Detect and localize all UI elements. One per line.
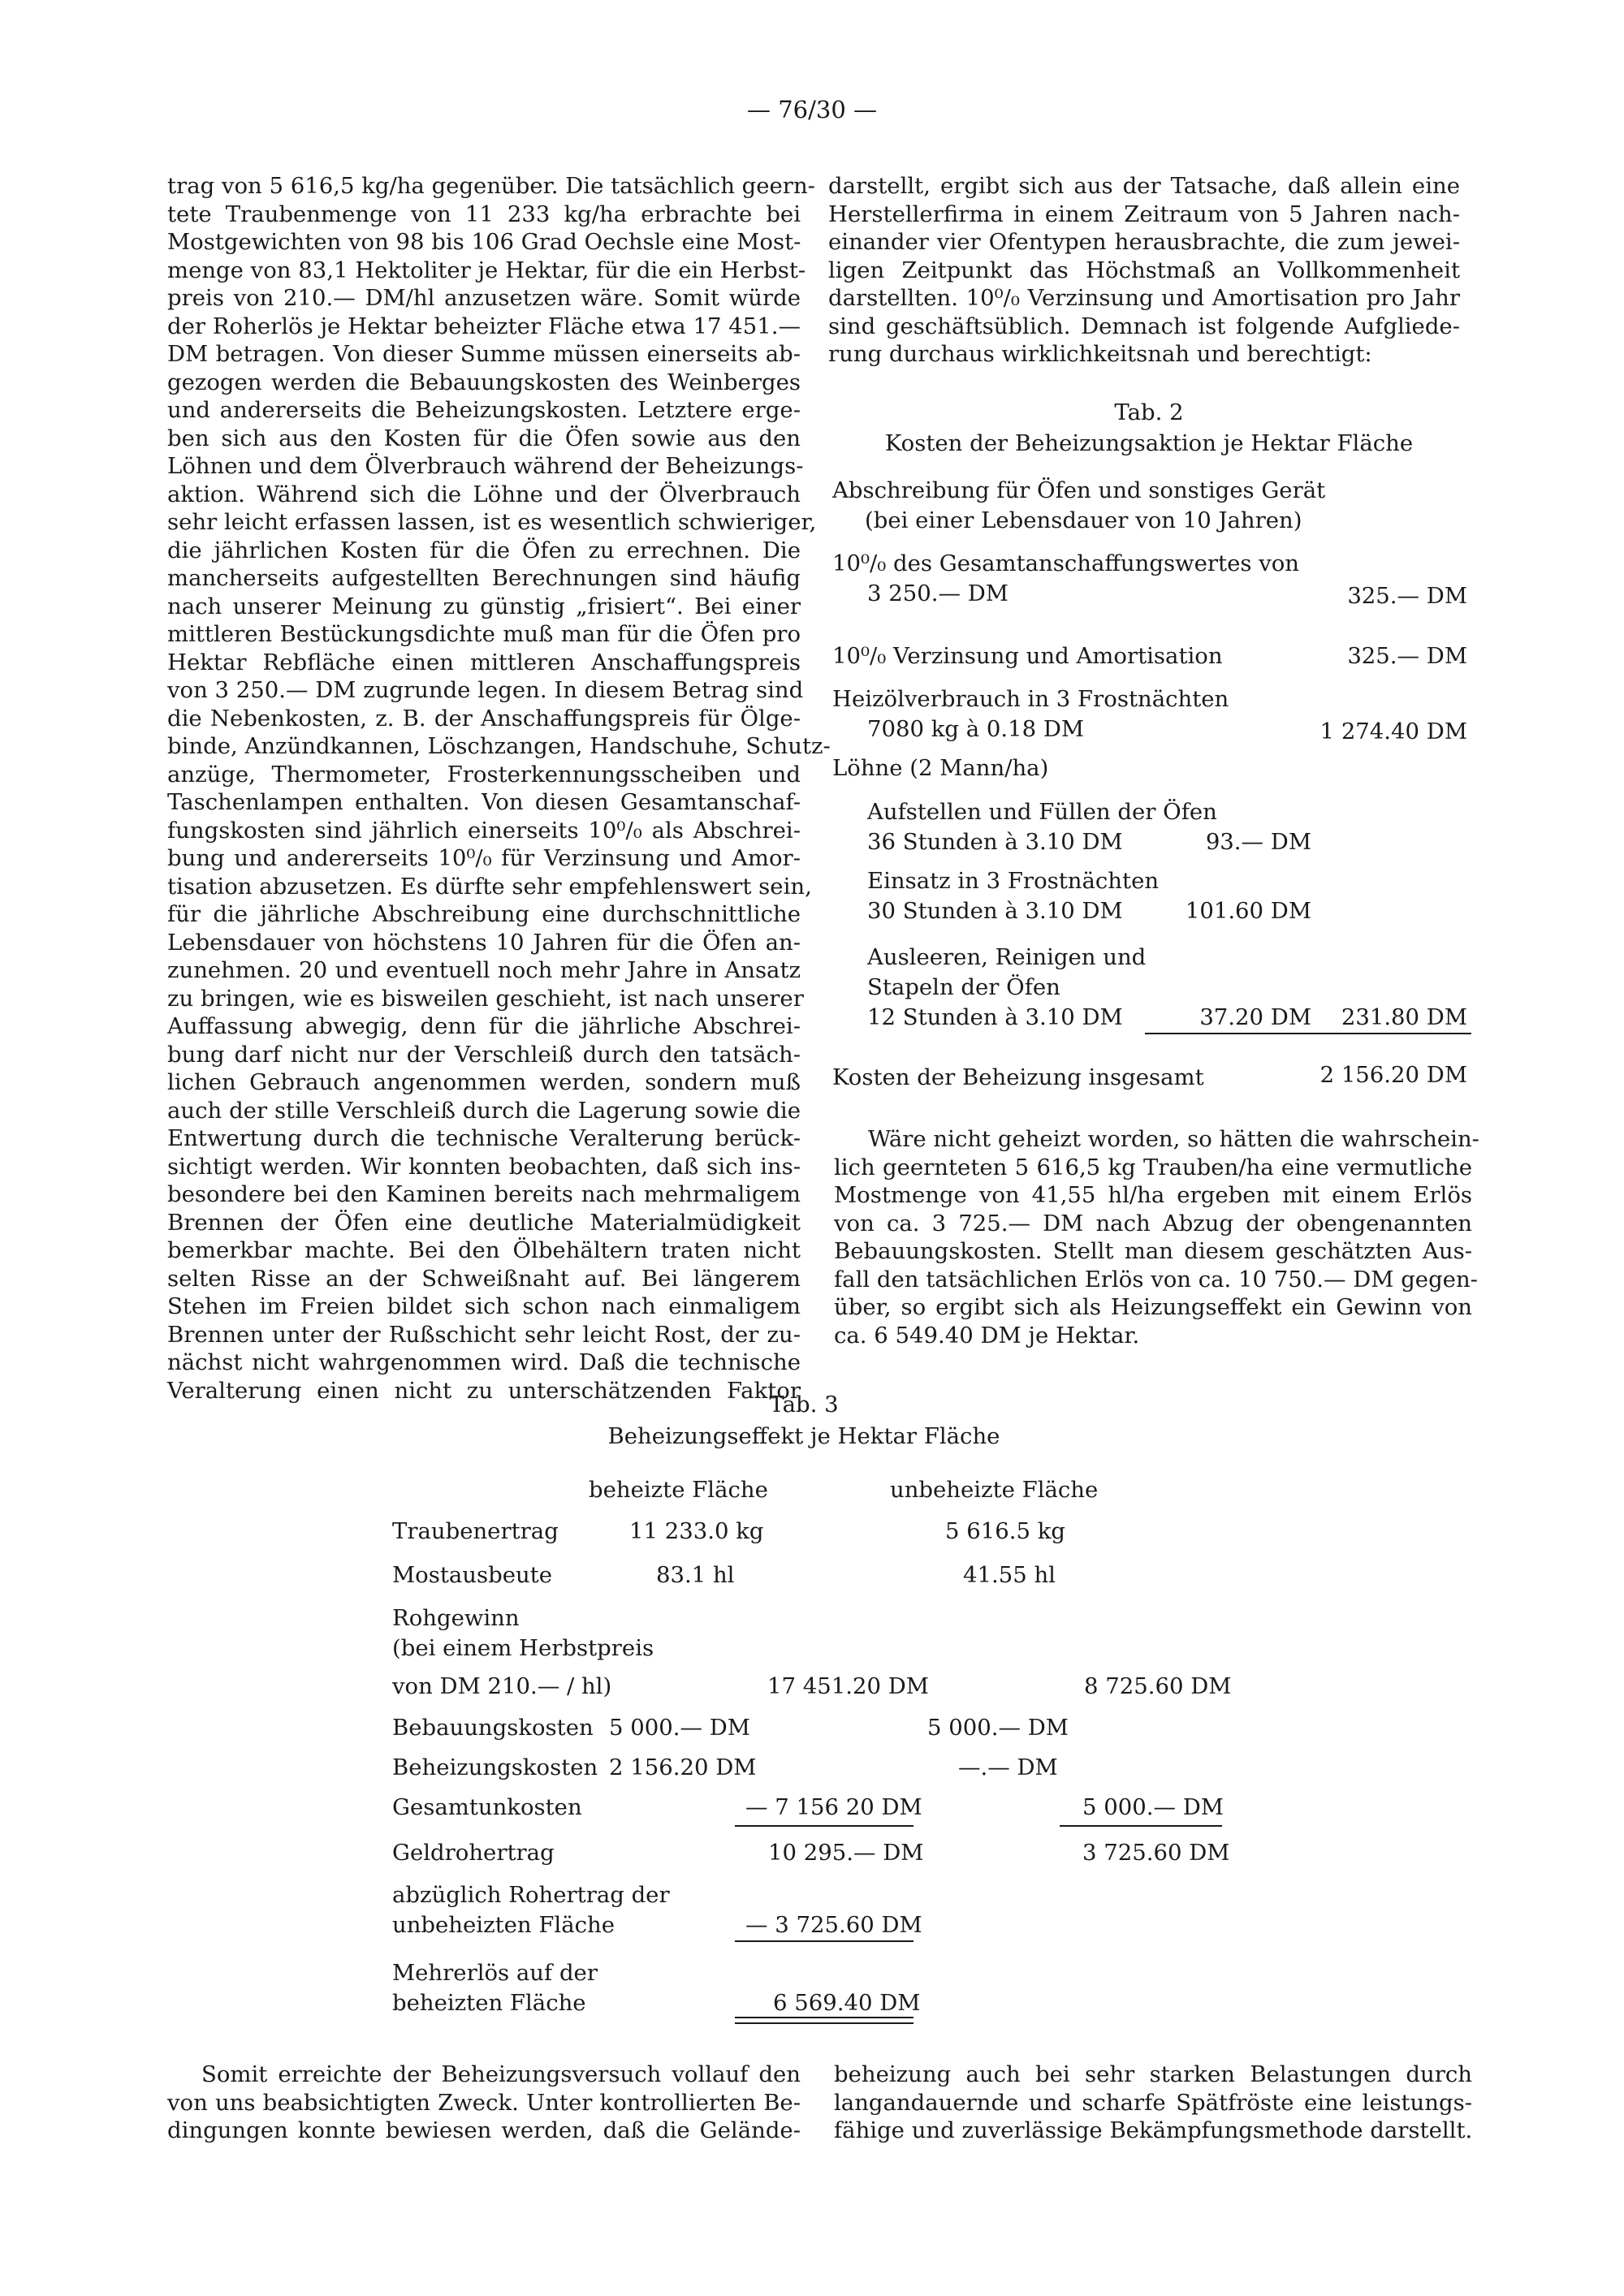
tab3-must-unheated: 41.55 hl bbox=[963, 1562, 1056, 1588]
text-line: bung und andererseits 10⁰/₀ für Verzinsung und Amor- bbox=[167, 845, 801, 871]
tab3-yield-heated: 11 233.0 kg bbox=[629, 1518, 764, 1544]
text-line: beheizung auch bei sehr starken Belastungen durch bbox=[834, 2061, 1472, 2087]
text-line: Mostmenge von 41,55 hl/ha ergeben mit einem Erlös bbox=[834, 1182, 1472, 1208]
tab3-unheated-sum-rule bbox=[1060, 1825, 1222, 1827]
text-line: Herstellerfirma in einem Zeitraum von 5 Jahren nach- bbox=[828, 201, 1460, 227]
text-line: Veralterung einen nicht zu unterschätzenden Faktor bbox=[167, 1377, 801, 1404]
text-line: Lebensdauer von höchstens 10 Jahren für die Öfen an- bbox=[167, 929, 801, 956]
text-line: menge von 83,1 Hektoliter je Hektar, für die ein Herbst- bbox=[167, 257, 806, 283]
text-line: selten Risse an der Schweißnaht auf. Bei längerem bbox=[167, 1265, 801, 1292]
tab2-caption: Tab. 2 bbox=[1114, 399, 1184, 425]
tab3-gross-heated: 17 451.20 DM bbox=[767, 1673, 929, 1699]
tab3-heating-label: Beheizungskosten bbox=[392, 1754, 598, 1780]
text-line: über, so ergibt sich als Heizungseffekt ein Gewinn von bbox=[834, 1294, 1472, 1320]
text-line: trag von 5 616,5 kg/ha gegenüber. Die tatsächlich geern- bbox=[167, 173, 815, 199]
tab2-wage1-label-b: 36 Stunden à 3.10 DM bbox=[867, 829, 1123, 855]
tab3-less-value: — 3 725.60 DM bbox=[745, 1912, 922, 1938]
tab2-row2-value: 325.— DM bbox=[1347, 643, 1467, 669]
tab3-extra-label-b: beheizten Fläche bbox=[392, 1990, 586, 2016]
text-line: sind geschäftsüblich. Demnach ist folgende Aufgliede- bbox=[828, 313, 1460, 339]
text-line: gezogen werden die Bebauungskosten des Weinberges bbox=[167, 369, 801, 395]
tab2-wage3-label-a: Ausleeren, Reinigen und bbox=[867, 944, 1147, 970]
text-line: bemerkbar machte. Bei den Ölbehältern traten nicht bbox=[167, 1237, 801, 1263]
text-line: anzüge, Thermometer, Frosterkennungsscheiben und bbox=[167, 761, 801, 788]
text-line: von 3 250.— DM zugrunde legen. In diesem Betrag sind bbox=[167, 677, 804, 703]
tab2-wage3-label-c: 12 Stunden à 3.10 DM bbox=[867, 1004, 1123, 1030]
tab3-heating-unheated: —.— DM bbox=[958, 1754, 1058, 1780]
text-line: mancherseits aufgestellten Berechnungen sind häufig bbox=[167, 565, 801, 591]
bottom-left-text bbox=[167, 2061, 801, 2145]
tab3-must-label: Mostausbeute bbox=[392, 1562, 553, 1588]
tab2-wage2-label-a: Einsatz in 3 Frostnächten bbox=[867, 868, 1160, 894]
tab2-depreciation-heading: Abschreibung für Öfen und sonstiges Gerät bbox=[832, 477, 1326, 503]
text-line: fähige und zuverlässige Bekämpfungsmethode darstellt. bbox=[834, 2117, 1473, 2143]
tab3-money-label: Geldrohertrag bbox=[392, 1840, 555, 1866]
tab3-totalcost-label: Gesamtunkosten bbox=[392, 1794, 582, 1820]
tab2-wage1-value: 93.— DM bbox=[1205, 829, 1311, 855]
text-line: Wäre nicht geheizt worden, so hätten die wahrschein- bbox=[868, 1126, 1479, 1152]
text-line: Löhnen und dem Ölverbrauch während der Beheizungs- bbox=[167, 453, 804, 479]
text-line: rung durchaus wirklichkeitsnah und berechtigt: bbox=[828, 341, 1372, 367]
tab3-less-label-b: unbeheizten Fläche bbox=[392, 1912, 615, 1938]
text-line: Stehen im Freien bildet sich schon nach einmaligem bbox=[167, 1293, 801, 1319]
text-line: Somit erreichte der Beheizungsversuch vollauf den bbox=[201, 2061, 801, 2087]
text-line: Brennen der Öfen eine deutliche Materialmüdigkeit bbox=[167, 1209, 801, 1236]
text-line: aktion. Während sich die Löhne und der Ölverbrauch bbox=[167, 481, 801, 507]
text-line: der Roherlös je Hektar beheizter Fläche etwa 17 451.— bbox=[167, 313, 801, 339]
tab2-wage1-label-a: Aufstellen und Füllen der Öfen bbox=[867, 799, 1217, 825]
tab2-title: Kosten der Beheizungsaktion je Hektar Fläche bbox=[884, 430, 1414, 456]
page-number: — 76/30 — bbox=[746, 96, 877, 123]
text-line: tisation abzusetzen. Es dürfte sehr empfehlenswert sein, bbox=[167, 873, 812, 900]
tab3-totalcost-unheated: 5 000.— DM bbox=[1082, 1794, 1224, 1820]
tab3-extra-label-a: Mehrerlös auf der bbox=[392, 1960, 598, 1986]
tab2-row3-label-a: Heizölverbrauch in 3 Frostnächten bbox=[832, 686, 1229, 712]
tab2-row3-label-b: 7080 kg à 0.18 DM bbox=[867, 716, 1085, 742]
tab2-wage2-value: 101.60 DM bbox=[1185, 898, 1311, 924]
text-line: und andererseits die Beheizungskosten. Letztere erge- bbox=[167, 397, 801, 423]
tab2-depreciation-note: (bei einer Lebensdauer von 10 Jahren) bbox=[865, 507, 1302, 533]
text-line: ca. 6 549.40 DM je Hektar. bbox=[834, 1322, 1140, 1349]
text-line: von uns beabsichtigten Zweck. Unter kontrollierten Be- bbox=[167, 2089, 801, 2116]
tab2-row1-label-b: 3 250.— DM bbox=[867, 580, 1009, 606]
tab3-col-heated: beheizte Fläche bbox=[589, 1477, 768, 1503]
text-line: mittleren Bestückungsdichte muß man für die Öfen pro bbox=[167, 621, 801, 647]
text-line: sehr leicht erfassen lassen, ist es wesentlich schwieriger, bbox=[167, 509, 817, 535]
text-line: sichtigt werden. Wir konnten beobachten, daß sich ins- bbox=[167, 1153, 801, 1180]
text-line: darstellten. 10⁰/₀ Verzinsung und Amortisation pro Jahr bbox=[828, 285, 1460, 311]
tab2-total-label: Kosten der Beheizung insgesamt bbox=[832, 1064, 1204, 1090]
text-line: dingungen konnte bewiesen werden, daß die Gelände- bbox=[167, 2117, 801, 2143]
text-line: fall den tatsächlichen Erlös von ca. 10 750.— DM gegen- bbox=[834, 1266, 1478, 1293]
bottom-right-text bbox=[834, 2061, 1472, 2145]
text-line: für die jährliche Abschreibung eine durchschnittliche bbox=[167, 901, 801, 927]
tab3-extra-value: 6 569.40 DM bbox=[773, 1990, 921, 2016]
text-line: darstellt, ergibt sich aus der Tatsache, daß allein eine bbox=[828, 173, 1460, 199]
text-line: zunehmen. 20 und eventuell noch mehr Jahre in Ansatz bbox=[167, 957, 801, 983]
tab2-wage2-label-b: 30 Stunden à 3.10 DM bbox=[867, 898, 1123, 924]
text-line: Brennen unter der Rußschicht sehr leicht Rost, der zu- bbox=[167, 1321, 801, 1348]
text-line: ben sich aus den Kosten für die Öfen sowie aus den bbox=[167, 425, 801, 451]
tab3-totalcost-heated: — 7 156 20 DM bbox=[745, 1794, 922, 1820]
tab3-caption: Tab. 3 bbox=[769, 1392, 839, 1418]
text-line: zu bringen, wie es bisweilen geschieht, ist nach unserer bbox=[167, 985, 804, 1012]
tab3-cultivation-label: Bebauungskosten bbox=[392, 1715, 594, 1741]
tab2-row1-value: 325.— DM bbox=[1347, 583, 1467, 609]
text-line: Taschenlampen enthalten. Von diesen Gesamtanschaf- bbox=[167, 789, 801, 815]
tab3-cultivation-heated: 5 000.— DM bbox=[609, 1715, 750, 1741]
text-line: fungskosten sind jährlich einerseits 10⁰/₀ als Abschrei- bbox=[167, 817, 801, 844]
tab3-gross-label-c: von DM 210.— / hl) bbox=[392, 1673, 612, 1699]
tab3-cultivation-unheated: 5 000.— DM bbox=[927, 1715, 1069, 1741]
tab3-gross-unheated: 8 725.60 DM bbox=[1084, 1673, 1232, 1699]
tab2-wages-heading: Löhne (2 Mann/ha) bbox=[832, 755, 1049, 781]
tab3-gross-label-b: (bei einem Herbstpreis bbox=[392, 1635, 654, 1661]
tab2-row2-label: 10⁰/₀ Verzinsung und Amortisation bbox=[832, 643, 1223, 669]
tab2-total-value: 2 156.20 DM bbox=[1320, 1062, 1467, 1088]
tab3-less-rule bbox=[735, 1940, 914, 1942]
text-line: Hektar Rebfläche einen mittleren Anschaffungspreis bbox=[167, 649, 801, 675]
text-line: von ca. 3 725.— DM nach Abzug der obengenannten bbox=[834, 1210, 1472, 1236]
text-line: langandauernde und scharfe Spätfröste eine leistungs- bbox=[834, 2089, 1472, 2116]
text-line: ligen Zeitpunkt das Höchstmaß an Vollkommenheit bbox=[828, 257, 1460, 283]
tab3-money-heated: 10 295.— DM bbox=[768, 1840, 924, 1866]
tab3-heating-heated: 2 156.20 DM bbox=[609, 1754, 757, 1780]
text-line: binde, Anzündkannen, Löschzangen, Handschuhe, Schutz- bbox=[167, 733, 831, 759]
tab2-wage3-value: 37.20 DM bbox=[1199, 1004, 1311, 1030]
text-line: einander vier Ofentypen herausbrachte, die zum jewei- bbox=[828, 229, 1460, 255]
text-line: Auffassung abwegig, denn für die jährliche Abschrei- bbox=[167, 1013, 801, 1039]
tab3-total-double-rule-bottom bbox=[735, 2022, 914, 2024]
text-line: Bebauungskosten. Stellt man diesem geschätzten Aus- bbox=[834, 1238, 1472, 1264]
text-line: bung darf nicht nur der Verschleiß durch den tatsäch- bbox=[167, 1041, 801, 1068]
tab3-col-unheated: unbeheizte Fläche bbox=[890, 1477, 1099, 1503]
tab3-less-label-a: abzüglich Rohertrag der bbox=[392, 1882, 670, 1908]
tab2-wage3-label-b: Stapeln der Öfen bbox=[867, 974, 1060, 1000]
tab3-heated-sum-rule bbox=[735, 1825, 914, 1827]
text-line: besondere bei den Kaminen bereits nach mehrmaligem bbox=[167, 1181, 801, 1207]
tab3-title: Beheizungseffekt je Hektar Fläche bbox=[607, 1423, 1000, 1449]
text-line: die jährlichen Kosten für die Öfen zu errechnen. Die bbox=[167, 537, 801, 563]
text-line: nächst nicht wahrgenommen wird. Daß die technische bbox=[167, 1349, 801, 1375]
text-line: DM betragen. Von dieser Summe müssen einerseits ab- bbox=[167, 341, 801, 367]
text-line: lichen Gebrauch angenommen werden, sondern muß bbox=[167, 1069, 801, 1095]
text-line: Mostgewichten von 98 bis 106 Grad Oechsle eine Most- bbox=[167, 229, 801, 255]
tab3-total-double-rule-top bbox=[735, 2017, 914, 2018]
tab3-yield-unheated: 5 616.5 kg bbox=[945, 1518, 1065, 1544]
text-line: die Nebenkosten, z. B. der Anschaffungspreis für Ölge- bbox=[167, 705, 801, 732]
tab3-gross-label-a: Rohgewinn bbox=[392, 1605, 520, 1631]
tab2-row3-value: 1 274.40 DM bbox=[1320, 719, 1467, 744]
text-line: nach unserer Meinung zu günstig „frisiert“. Bei einer bbox=[167, 593, 801, 619]
tab2-row1-label-a: 10⁰/₀ des Gesamtanschaffungswertes von bbox=[832, 550, 1300, 576]
tab3-money-unheated: 3 725.60 DM bbox=[1082, 1840, 1230, 1866]
tab2-wages-total: 231.80 DM bbox=[1341, 1004, 1467, 1030]
tab3-yield-label: Traubenertrag bbox=[392, 1518, 559, 1544]
text-line: tete Traubenmenge von 11 233 kg/ha erbrachte bei bbox=[167, 201, 801, 227]
text-line: preis von 210.— DM/hl anzusetzen wäre. Somit würde bbox=[167, 285, 801, 311]
tab3-must-heated: 83.1 hl bbox=[656, 1562, 735, 1588]
text-line: auch der stille Verschleiß durch die Lagerung sowie die bbox=[167, 1097, 801, 1124]
text-line: Entwertung durch die technische Veralterung berück- bbox=[167, 1125, 801, 1151]
text-line: lich geernteten 5 616,5 kg Trauben/ha eine vermutliche bbox=[834, 1154, 1472, 1180]
